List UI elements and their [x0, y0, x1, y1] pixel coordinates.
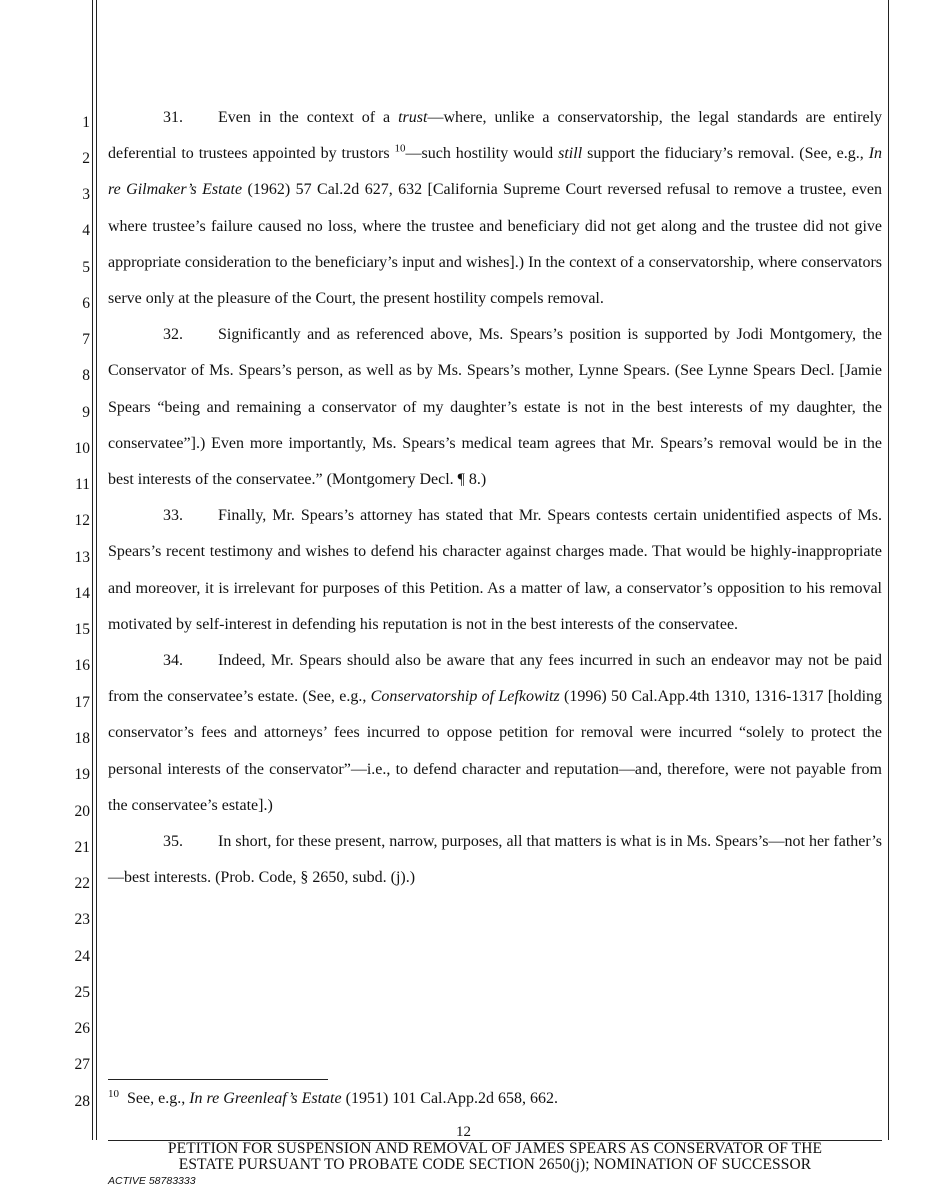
line-number: 26: [74, 1020, 90, 1037]
line-number: 2: [82, 150, 90, 167]
footnote-reference[interactable]: 10: [394, 142, 406, 155]
paragraph-text: Finally, Mr. Spears’s attorney has stated that Mr. Spears contests certain unidentified aspects of Ms. Spears’s recent testimony and wishes to defend his character against charges made. That would be highly-inappropriate and moreover, it is irrelevant for purposes of this Petition. As a matter of law, a conservator’s opposition to his removal motivated by self-interest in defending his reputation is not in the best interests of the conservatee.: [108, 507, 882, 633]
line-number: 5: [82, 259, 90, 276]
line-number: 18: [74, 730, 90, 747]
page-number: 12: [456, 1124, 471, 1140]
paragraph-35: [108, 824, 882, 896]
line-number: 20: [74, 803, 90, 820]
footer-title: [108, 1141, 882, 1173]
document-id: ACTIVE 58783333: [108, 1175, 196, 1187]
case-citation: In re Gilmaker’s Estate: [108, 145, 883, 199]
paragraph-32: [108, 317, 882, 498]
line-number: 27: [74, 1056, 90, 1073]
document-body: [108, 100, 882, 896]
line-number: 24: [74, 948, 90, 965]
line-number: 15: [74, 621, 90, 638]
paragraph-text: —such hostility would: [405, 145, 559, 163]
line-number: 3: [82, 186, 90, 203]
line-number: 19: [74, 766, 90, 783]
line-number: 11: [75, 476, 90, 493]
line-number: 17: [74, 694, 90, 711]
paragraph-text: In short, for these present, narrow, purposes, all that matters is what is in Ms. Spears’s—not her father’s—best interests. (Prob. Code, § 2650, subd. (j).): [108, 833, 882, 887]
footnote-number: 10: [108, 1087, 119, 1100]
line-number: 14: [74, 585, 90, 602]
line-number: 1: [82, 114, 90, 131]
line-number: 12: [74, 512, 90, 529]
paragraph-34: [108, 643, 882, 824]
case-citation: In re Greenleaf’s Estate: [189, 1090, 342, 1107]
italic-term: trust: [398, 109, 428, 126]
line-number: 21: [74, 839, 90, 856]
line-number: 22: [74, 875, 90, 892]
paragraph-text: (1962) 57 Cal.2d 627, 632 [California Supreme Court reversed refusal to remove a trustee, even where trustee’s failure caused no loss, where the trustee and beneficiary did not get along and the trustee did not give appropriate consideration to the beneficiary’s input and wishes].) In the context of a conservatorship, where conservators serve only at the pleasure of the Court, the present hostility compels removal.: [108, 181, 883, 308]
line-number: 9: [82, 404, 90, 421]
paragraph-33: [108, 498, 882, 643]
paragraph-text: Indeed, Mr. Spears should also be aware that any fees incurred in such an endeavor may not be paid from the conservatee’s estate. (See, e.g.,: [108, 652, 882, 706]
footnote-separator: [108, 1079, 328, 1080]
paragraph-text: Significantly and as referenced above, Ms. Spears’s position is supported by Jodi Montgomery, the Conservator of Ms. Spears’s person, as well as by Ms. Spears’s mother, Lynne Spears. (See Lynne Spears Decl. [Jamie Spears “being and remaining a conservator of my daughter’s estate is not in the best interests of my daughter, the conservatee”].) Even more importantly, Ms. Spears’s medical team agrees that Mr. Spears’s removal would be in the best interests of the conservatee.” (Montgomery Decl. ¶ 8.): [108, 326, 882, 489]
paragraph-number: 31.: [163, 109, 183, 126]
line-number: 6: [82, 295, 90, 312]
line-number: 13: [74, 549, 90, 566]
line-number: 23: [74, 911, 90, 928]
left-margin-rule-inner: [96, 0, 97, 1140]
paragraph-text: Even in the context of a: [218, 109, 399, 126]
paragraph-text: (1996) 50 Cal.App.4th 1310, 1316-1317 [holding conservator’s fees and attorneys’ fees incurred to oppose petition for removal were incurred “solely to protect the personal interests of the conservator”—i.e., to defend character and reputation—and, therefore, were not payable from the conservatee’s estate].): [108, 688, 883, 814]
line-number: 7: [82, 331, 90, 348]
left-margin-rule-outer: [92, 0, 93, 1140]
footnote-text: See, e.g.,: [127, 1090, 190, 1107]
line-number: 25: [74, 984, 90, 1001]
italic-term: still: [558, 145, 583, 163]
paragraph-number: 34.: [163, 652, 183, 670]
footnote-text: (1951) 101 Cal.App.2d 658, 662.: [341, 1090, 559, 1107]
paragraph-31: [108, 100, 882, 317]
paragraph-text: —where, unlike a conservatorship, the legal standards are entirely deferential to trustees appointed by trustors: [108, 109, 883, 163]
line-number: 28: [74, 1093, 90, 1110]
line-number: 8: [82, 367, 90, 384]
paragraph-number: 35.: [163, 833, 183, 851]
right-margin-rule: [888, 0, 889, 1140]
line-number: 4: [82, 222, 90, 239]
line-number: 10: [74, 440, 90, 457]
footer-title-line-1: PETITION FOR SUSPENSION AND REMOVAL OF JAMES SPEARS AS CONSERVATOR OF THE: [167, 1140, 823, 1157]
case-citation: Conservatorship of Lefkowitz: [370, 688, 560, 706]
footnote-10: [108, 1089, 882, 1109]
line-number: 16: [74, 657, 90, 674]
footer-title-line-2: ESTATE PURSUANT TO PROBATE CODE SECTION 2650(j); NOMINATION OF SUCCESSOR: [178, 1156, 812, 1173]
paragraph-number: 32.: [163, 326, 183, 344]
paragraph-number: 33.: [163, 507, 183, 525]
paragraph-text: support the fiduciary’s removal. (See, e.g.,: [582, 145, 869, 163]
